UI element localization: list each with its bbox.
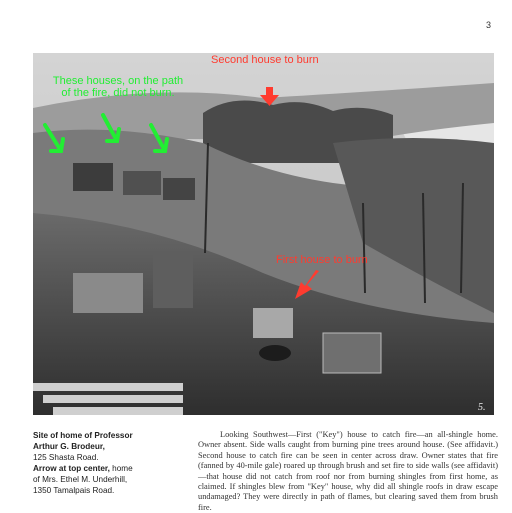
stairs	[33, 383, 183, 415]
plate-number: 5.	[478, 402, 486, 413]
house-left-1	[73, 163, 113, 191]
caption-line3: 125 Shasta Road.	[33, 453, 99, 462]
caption-line6: 1350 Tamalpais Road.	[33, 486, 115, 495]
caption-line4: Arrow at top center, home	[33, 464, 133, 473]
photo-description: Looking Southwest—First ("Key") house to catch fire—an all-shingle home. Owner absent. Side walls caught from burning pine trees around house. (See affidavit.) Second house to catch fire can be seen in center across draw. Owner states that fire (fanned by 40-mile gale) roared up through brush and set fire to side walls (see affidavit)—that house did not catch from roof nor from burning shingles from first home, as claimed. If shingles blew from "Key" house, why did all shingle roofs in draw escape undamaged? They were directly in path of flames, but clearing saved them from brush fire.	[198, 430, 498, 512]
annotation-green-note	[43, 75, 193, 99]
page-number: 3	[486, 20, 492, 30]
photo-caption-left	[33, 430, 183, 496]
caption-line2: Arthur G. Brodeur,	[33, 442, 105, 451]
stove-ruin	[323, 333, 381, 373]
debris-block	[253, 308, 293, 338]
pot-ruin	[259, 345, 291, 361]
caption-line5: of Mrs. Ethel M. Underhill,	[33, 475, 128, 484]
caption-line1: Site of home of Professor	[33, 431, 133, 440]
photo-illustration	[33, 53, 494, 415]
annotation-second-house: Second house to burn	[211, 54, 319, 66]
house-left-2	[123, 171, 161, 195]
chimney-ruin	[153, 253, 193, 308]
debris-block	[73, 273, 143, 313]
fire-site-photo	[33, 53, 494, 415]
annotation-green-line1: These houses, on the path	[52, 75, 184, 87]
annotation-green-line2: of the fire, did not burn.	[61, 87, 175, 99]
annotation-first-house: First house to burn	[276, 254, 368, 266]
house-left-3	[163, 178, 195, 200]
